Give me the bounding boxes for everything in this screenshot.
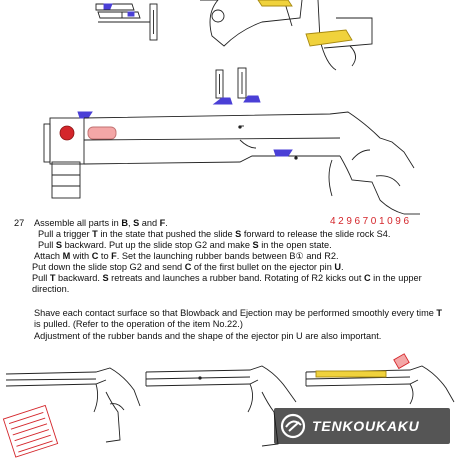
pistol-ejection-drawing [306,354,454,404]
step-line-8: Adjustment of the rubber bands and the shape of the ejector pin U are also important. [34,331,382,341]
bold-part-label: T [92,229,98,239]
tenkoukaku-watermark [274,408,450,444]
slide-stop-parts-drawing [214,68,260,104]
bold-part-label: T [436,308,443,318]
slide-rock-parts-drawing [96,4,157,40]
step-line-7: Shave each contact surface so that Blowback and Ejection may be performed smoothly every time T is pulled. (Refer to the operation of the item No.22.) [34,308,443,330]
bold-part-label: C [184,262,192,272]
step-line-5: Put down the slide stop G2 and send C of the first bullet on the ejector pin U. [32,262,344,272]
step-line-4: Attach M with C to F. Set the launching rubber bands between B① and R2. [34,251,339,261]
bold-part-label: C [363,273,371,283]
bold-part-label: U [334,262,341,272]
tenkoukaku-logo-icon [280,413,306,439]
watermark-text: TENKOUKAKU [312,418,420,434]
bold-part-label: C [91,251,99,261]
step-line-2: Pull a trigger T in the state that pushed the slide S forward to release the slide rock S4. [38,229,391,239]
bold-part-label: M [62,251,71,261]
bold-part-label: S [102,273,109,283]
bold-part-label: B [121,218,128,228]
step-line-6: Pull T backward. S retreats and launches a rubber band. Rotating of R2 kicks out C in the upper direction. [32,273,422,295]
step-line-1: Assemble all parts in B, S and F. [34,218,168,228]
pistol-with-magazine-drawing [3,368,140,457]
bold-part-label: S [55,240,63,250]
bold-part-label: T [49,273,56,283]
step-number: 27 [14,218,25,228]
bold-part-label: F [111,251,117,261]
bold-part-label: F [159,218,166,228]
step-line-3: Pull S backward. Put up the slide stop G2 and make S in the open state. [38,240,332,250]
bold-part-label: S [235,229,242,239]
bold-part-label: S [133,218,140,228]
assembled-pistol-drawing [44,112,420,214]
serial-number: 4296701096 [330,216,412,227]
trigger-frame-drawing [200,0,372,70]
bold-part-label: S [252,240,259,250]
